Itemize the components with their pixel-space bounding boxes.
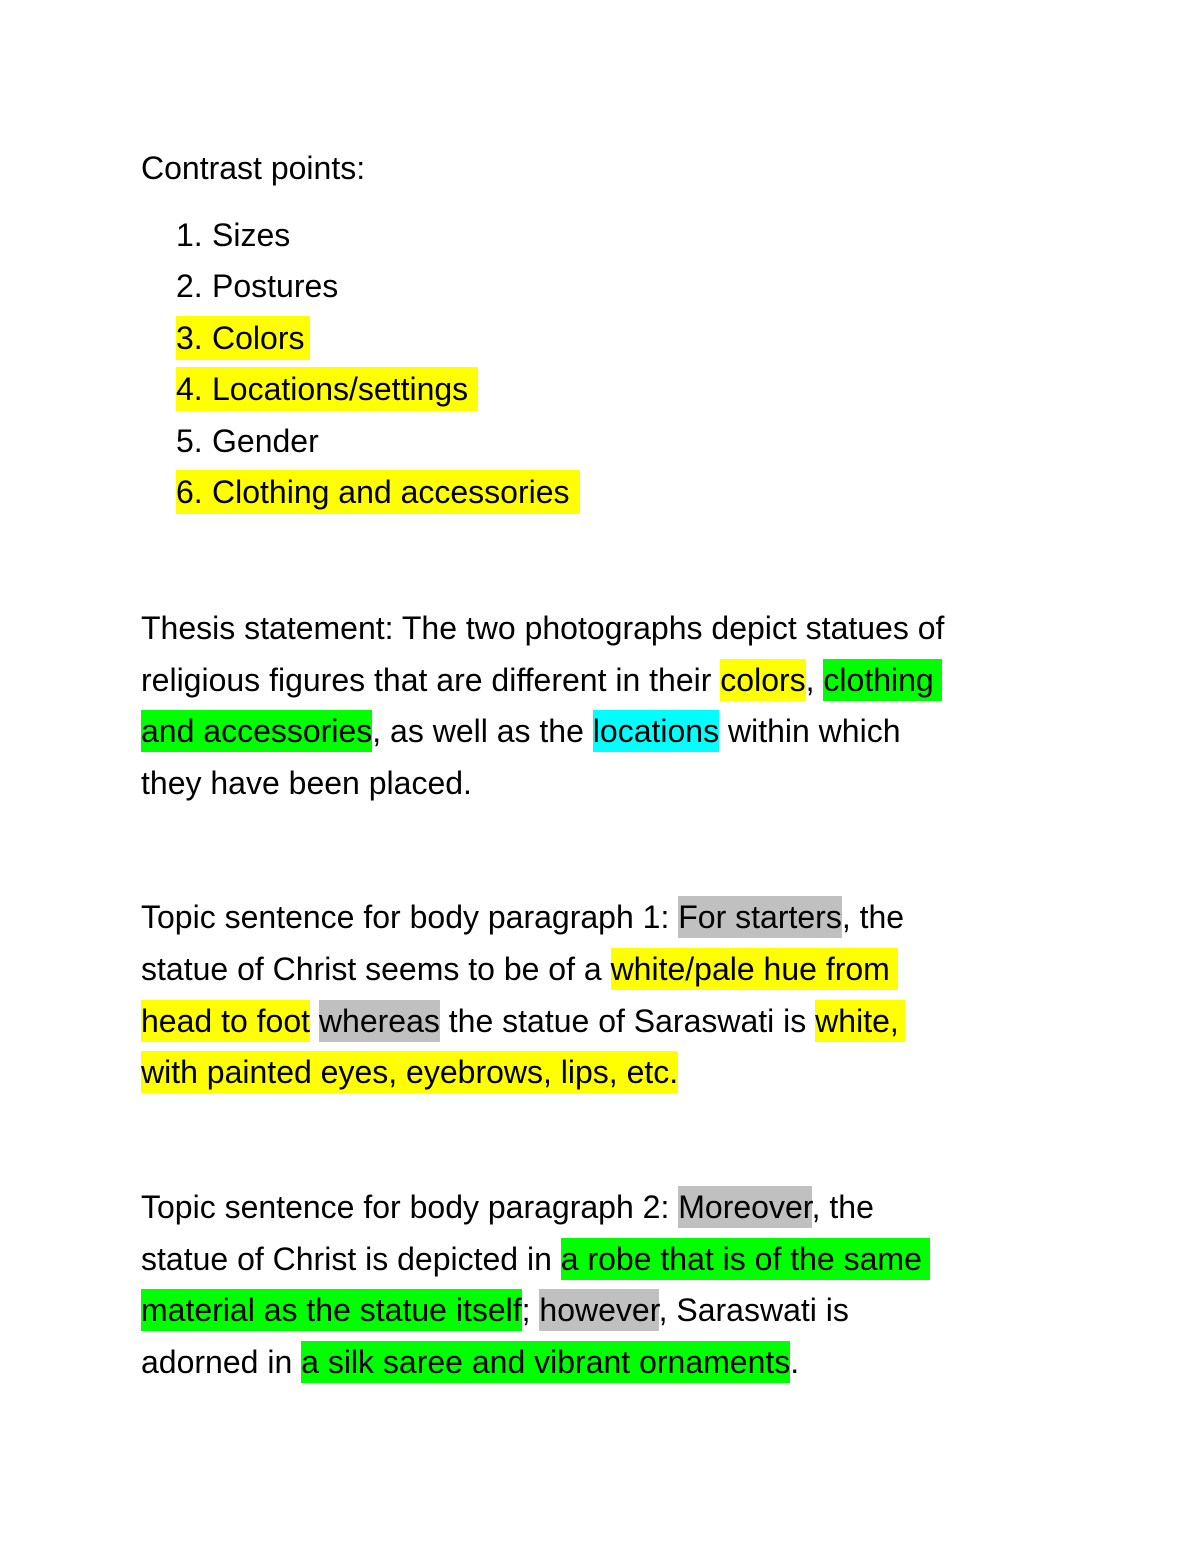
thesis-line <box>141 761 472 805</box>
text-span: Topic sentence for body paragraph 2: <box>141 1189 679 1225</box>
list-item <box>176 367 478 411</box>
highlight-green: material as the statue itself <box>141 1289 522 1331</box>
text-span: . <box>790 1344 800 1380</box>
text-span: , as well as the <box>372 713 593 749</box>
highlight-yellow: head to foot <box>141 1000 310 1042</box>
text-span <box>310 1003 319 1039</box>
list-item <box>176 213 290 257</box>
body1-line <box>141 999 905 1043</box>
thesis-line <box>141 709 900 753</box>
list-number: 4. <box>176 371 203 407</box>
text-span: religious figures that are different in their <box>141 662 721 698</box>
text-span: Thesis statement: The two photographs depict statues of <box>141 610 945 646</box>
highlight-gray: whereas <box>319 1000 440 1042</box>
thesis-line <box>141 606 944 650</box>
text-span: , the <box>841 899 905 935</box>
text-span: Topic sentence for body paragraph 1: <box>141 899 679 935</box>
list-text: Locations/settings <box>212 371 469 407</box>
body2-line <box>141 1237 930 1281</box>
highlight-gray: For starters <box>678 896 842 938</box>
list-number: 5. <box>176 423 203 459</box>
text-span: statue of Christ is depicted in <box>141 1241 561 1277</box>
contrast-heading: Contrast points: <box>141 150 366 186</box>
list-text: Postures <box>212 268 339 304</box>
highlight-green: clothing <box>823 659 941 701</box>
text-span: statue of Christ seems to be of a <box>141 951 611 987</box>
list-text: Clothing and accessories <box>212 474 570 510</box>
list-text: Sizes <box>212 217 291 253</box>
list-text: Colors <box>212 320 305 356</box>
list-number: 6. <box>176 474 203 510</box>
list-number: 3. <box>176 320 203 356</box>
body1-line <box>141 947 898 991</box>
text-span: , <box>805 662 824 698</box>
text-span: within which <box>719 713 901 749</box>
text-span: adorned in <box>141 1344 302 1380</box>
text-span: , the <box>811 1189 874 1225</box>
text-span: the statue of Saraswati is <box>439 1003 816 1039</box>
highlight-yellow: white/pale hue from <box>611 948 898 990</box>
body2-line <box>141 1185 874 1229</box>
highlight-gray: however <box>539 1289 658 1331</box>
text-span: ; <box>521 1292 540 1328</box>
highlight-gray: Moreover <box>678 1186 811 1228</box>
thesis-line <box>141 658 942 702</box>
text-span: they have been placed. <box>141 765 472 801</box>
list-item <box>176 264 338 308</box>
highlight-yellow: colors <box>720 659 805 701</box>
highlight-cyan: locations <box>593 710 719 752</box>
list-item <box>176 316 310 360</box>
body2-line <box>141 1340 799 1384</box>
body2-line <box>141 1288 849 1332</box>
highlight-green: a robe that is of the same <box>561 1238 930 1280</box>
highlight-green: a silk saree and vibrant ornaments <box>301 1341 790 1383</box>
highlight-yellow: with painted eyes, eyebrows, lips, etc. <box>141 1051 678 1093</box>
list-text: Gender <box>212 423 319 459</box>
body1-line <box>141 1050 678 1094</box>
list-number: 2. <box>176 268 203 304</box>
highlight-yellow: white, <box>815 1000 905 1042</box>
text-span: , Saraswati is <box>658 1292 849 1328</box>
list-item <box>176 419 319 463</box>
highlight-green: and accessories <box>141 710 372 752</box>
list-number: 1. <box>176 217 203 253</box>
body1-line <box>141 895 904 939</box>
list-item <box>176 470 580 514</box>
